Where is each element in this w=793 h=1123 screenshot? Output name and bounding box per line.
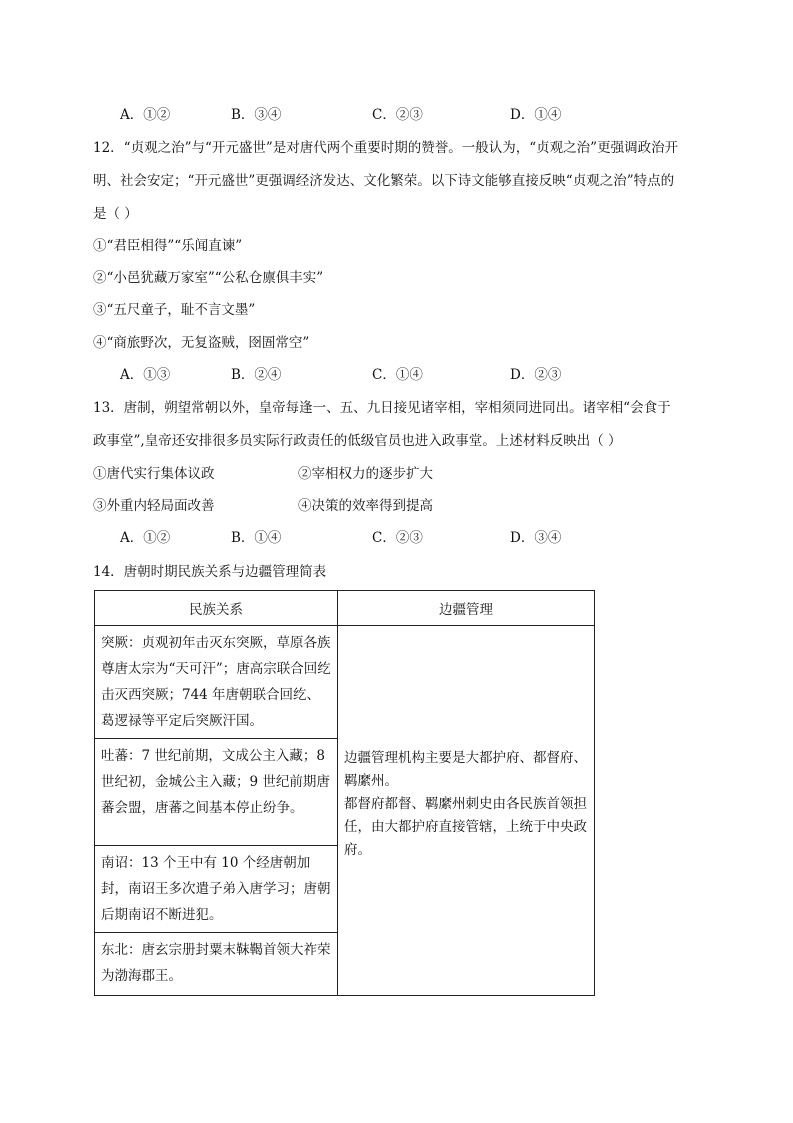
q13-option-b: B．①④ xyxy=(231,530,282,546)
cell-nanzhao-text: 南诏：13 个王中有 10 个经唐朝加封，南诏王多次遣子弟入唐学习；唐朝后期南诏不断进犯。 xyxy=(101,855,331,923)
q12-item-2: ②“小邑犹藏万家室”“公私仓廪俱丰实” xyxy=(93,270,324,286)
q12-option-d: D．②③ xyxy=(510,367,562,383)
q13-option-c: C．②③ xyxy=(372,530,423,546)
q12-options xyxy=(0,363,793,385)
q13-item-3: ③外重内轻局面改善 xyxy=(93,498,215,514)
q12-stem-line-2: 明、社会安定；“开元盛世”更强调经济发达、文化繁荣。以下诗文能够直接反映“贞观之治”特点的 xyxy=(93,173,675,189)
cell-northeast-text: 东北：唐玄宗册封粟末靺鞨首领大祚荣为渤海郡王。 xyxy=(101,942,331,984)
q13-option-a: A．①② xyxy=(120,530,171,546)
q12-item-3: ③“五尺童子，耻不言文墨” xyxy=(93,302,256,318)
frontier-line-2: 都督府都督、羁縻州刺史由各民族首领担任，由大都护府直接管辖，上统于中央政府。 xyxy=(344,796,587,858)
q13-item-1: ①唐代实行集体议政 xyxy=(93,466,215,482)
cell-tubo-text: 吐蕃：7 世纪前期，文成公主入藏；8 世纪初，金城公主入藏；9 世纪前期唐蕃会盟，唐蕃之间基本停止纷争。 xyxy=(101,748,330,816)
cell-frontier-management xyxy=(338,626,595,996)
q11-option-c: C．②③ xyxy=(372,107,423,123)
q12-item-4: ④“商旅野次，无复盗贼，囹圄常空” xyxy=(93,335,310,351)
q11-option-d: D．①④ xyxy=(510,107,562,123)
q13-item-4: ④决策的效率得到提高 xyxy=(298,498,433,514)
frontier-line-1: 边疆管理机构主要是大都护府、都督府、羁縻州。 xyxy=(344,750,587,789)
header-ethnic-relations: 民族关系 xyxy=(95,591,338,626)
q12-stem-line-1: 12．“贞观之治”与“开元盛世”是对唐代两个重要时期的赞誉。一般认为，“贞观之治”更强调政治开 xyxy=(93,140,679,156)
q12-stem-line-3: 是（ ） xyxy=(93,206,138,222)
q12-option-a: A．①③ xyxy=(120,367,171,383)
table-row xyxy=(95,626,595,739)
q13-stem-line-2: 政事堂”,皇帝还安排很多员实际行政责任的低级官员也进入政事堂。上述材料反映出（ ） xyxy=(93,433,622,449)
q14-table xyxy=(94,590,595,996)
cell-northeast xyxy=(95,933,338,996)
q13-options xyxy=(0,526,793,548)
q11-option-b: B．③④ xyxy=(231,107,282,123)
q12-option-c: C．①④ xyxy=(372,367,423,383)
q12-option-b: B．②④ xyxy=(231,367,282,383)
q13-stem-line-1: 13．唐制，朔望常朝以外，皇帝每逢一、五、九日接见诸宰相，宰相须同进同出。诸宰相“会食于 xyxy=(93,400,671,416)
q13-item-2: ②宰相权力的逐步扩大 xyxy=(298,466,433,482)
q14-title: 14．唐朝时期民族关系与边疆管理简表 xyxy=(93,564,327,580)
cell-tujue-text: 突厥：贞观初年击灭东突厥，草原各族尊唐太宗为“天可汗”；唐高宗联合回纥击灭西突厥；744 年唐朝联合回纥、葛逻禄等平定后突厥汗国。 xyxy=(101,635,331,729)
cell-tujue xyxy=(95,626,338,739)
cell-nanzhao xyxy=(95,846,338,933)
cell-tubo xyxy=(95,739,338,846)
table-header-row xyxy=(95,591,595,626)
q13-option-d: D．③④ xyxy=(510,530,562,546)
q11-options xyxy=(0,103,793,125)
header-frontier-management: 边疆管理 xyxy=(338,591,595,626)
q12-item-1: ①“君臣相得”“乐闻直谏” xyxy=(93,238,243,254)
q11-option-a: A．①② xyxy=(120,107,171,123)
